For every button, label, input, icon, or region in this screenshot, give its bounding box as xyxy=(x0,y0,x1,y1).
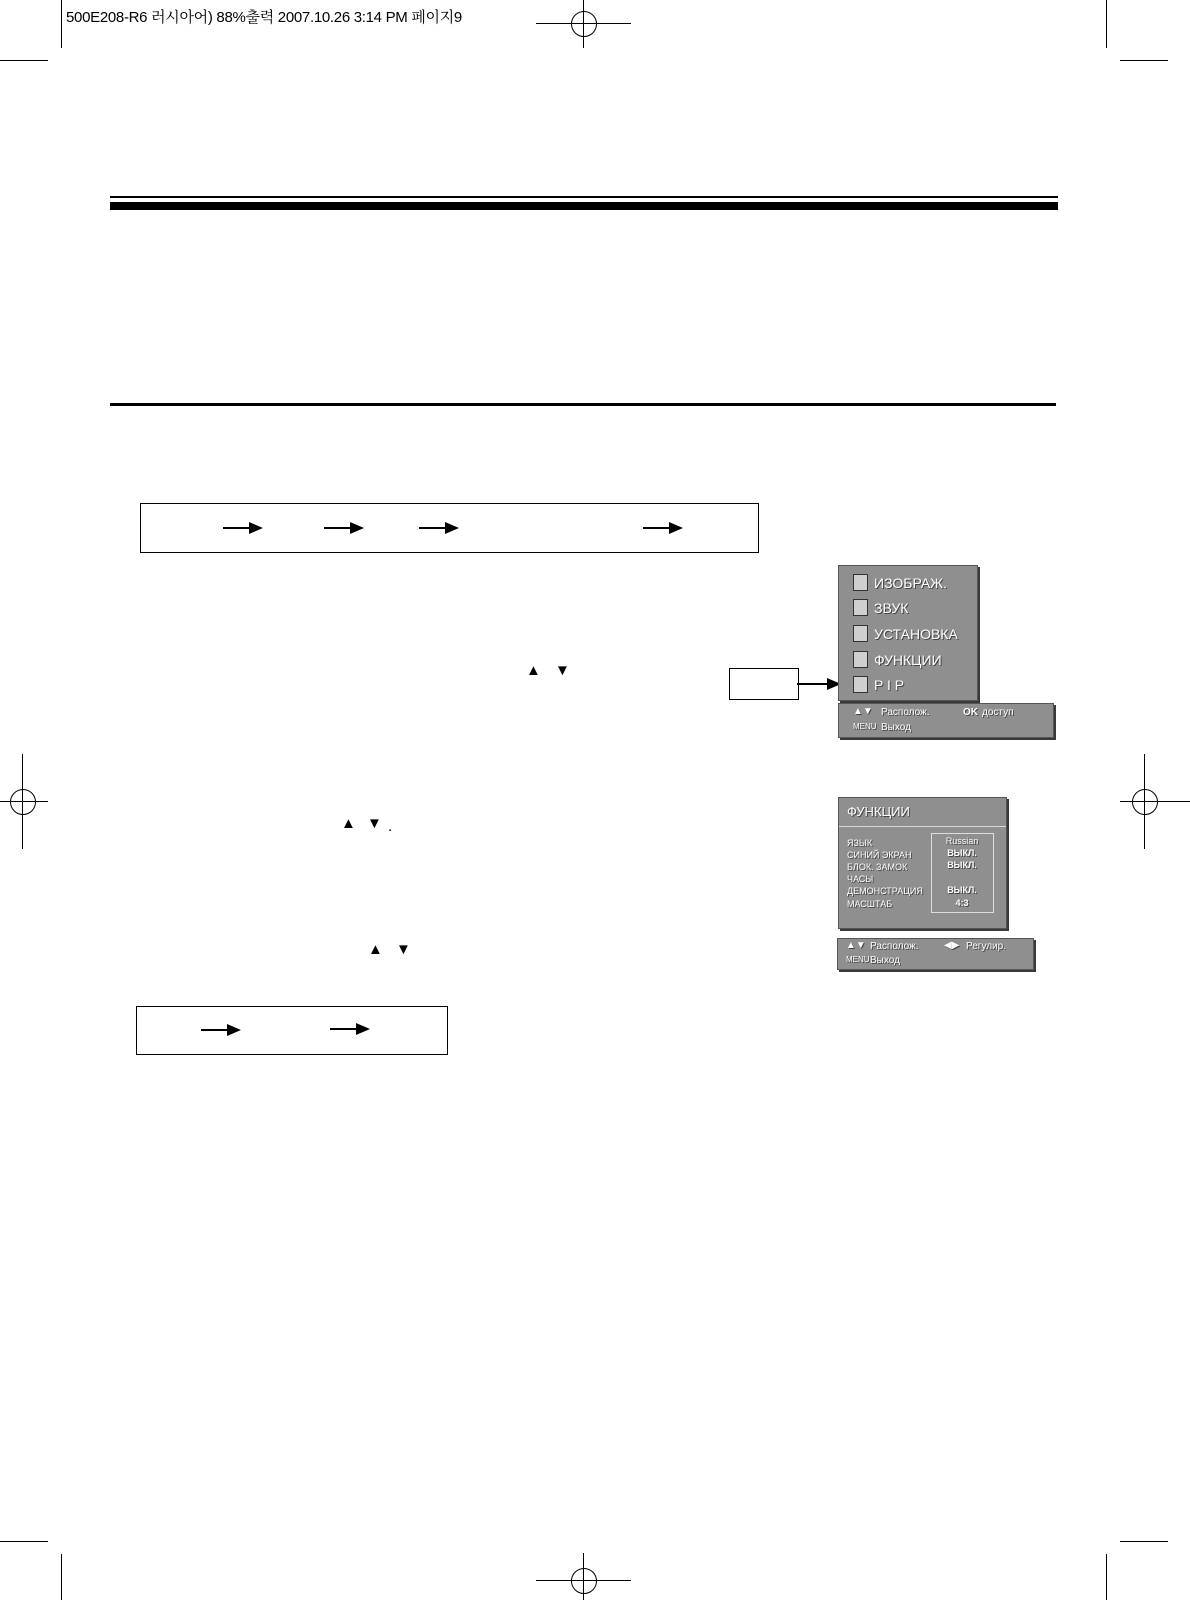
value-zoom: 4:3 xyxy=(955,898,969,908)
value-blue-screen: ВЫКЛ. xyxy=(947,848,977,858)
down-arrow-icon: ▼ xyxy=(367,815,382,832)
up-arrow-icon: ▲ xyxy=(526,662,541,679)
period-mark: . xyxy=(388,818,393,835)
callout-arrow-icon xyxy=(797,677,841,691)
hint-exit: Выход xyxy=(881,722,911,733)
functions-menu-panel xyxy=(838,797,1007,929)
value-demo: ВЫКЛ. xyxy=(947,885,977,895)
up-down-icon: ▲▼ xyxy=(846,940,866,951)
section-rule xyxy=(110,403,1056,406)
registration-line xyxy=(1120,801,1190,802)
menu-item-label: ИЗОБРАЖ. xyxy=(874,574,947,591)
arrow-icon xyxy=(330,1022,370,1036)
menu-path-box xyxy=(136,1006,448,1055)
registration-mark xyxy=(1132,789,1158,815)
up-down-icon: ▲▼ xyxy=(853,706,873,717)
left-right-icon: ◀▶ xyxy=(944,940,960,951)
registration-mark xyxy=(571,1568,597,1594)
picture-icon xyxy=(853,574,868,591)
down-arrow-icon: ▼ xyxy=(555,662,570,679)
print-header: 500E208-R6 러시아어) 88%출력 2007.10.26 3:14 PM 페이지9 xyxy=(66,9,462,26)
hint-move: Располож. xyxy=(881,707,930,718)
menu-item-picture[interactable] xyxy=(853,574,947,591)
crop-mark xyxy=(1106,0,1107,48)
menu-item-pip[interactable] xyxy=(853,676,904,693)
crop-mark xyxy=(1106,1554,1107,1600)
hint-exit: Выход xyxy=(870,955,900,966)
registration-mark xyxy=(10,789,36,815)
menu-item-label: ЗВУК xyxy=(874,599,909,616)
menu-item-label: УСТАНОВКА xyxy=(874,625,958,642)
functions-hint-bar xyxy=(837,938,1034,970)
function-row-child-lock[interactable]: БЛОК. ЗАМОК xyxy=(847,862,908,872)
menu-item-setup[interactable] xyxy=(853,625,958,642)
arrow-icon xyxy=(419,521,459,535)
menu-item-functions[interactable] xyxy=(853,651,942,668)
hint-adjust: Регулир. xyxy=(966,941,1006,952)
arrow-icon xyxy=(223,521,263,535)
menu-key-label: MENU xyxy=(853,722,877,731)
menu-item-sound[interactable] xyxy=(853,599,908,616)
menu-item-label: P I P xyxy=(874,676,905,693)
function-row-blue-screen[interactable]: СИНИЙ ЭКРАН xyxy=(847,850,912,860)
value-language: Russian xyxy=(945,836,979,846)
registration-line xyxy=(583,1553,584,1600)
menu-path-box xyxy=(140,503,759,553)
value-child-lock: ВЫКЛ. xyxy=(947,860,977,870)
functions-title: ФУНКЦИИ xyxy=(847,804,910,819)
header-rule-thick xyxy=(110,202,1058,210)
crop-mark xyxy=(0,60,48,61)
crop-mark xyxy=(0,1541,48,1542)
crop-mark xyxy=(61,0,62,48)
arrow-icon xyxy=(324,521,364,535)
ok-key-label: OK xyxy=(963,707,978,718)
speaker-icon xyxy=(853,599,868,616)
header-rule-thin xyxy=(110,196,1058,198)
function-row-zoom[interactable]: МАСШТАБ xyxy=(847,899,893,909)
arrow-icon xyxy=(201,1023,241,1037)
crop-mark xyxy=(61,1554,62,1600)
registration-mark xyxy=(571,11,597,37)
menu-key-label: MENU xyxy=(846,955,870,964)
crop-mark xyxy=(1120,1541,1168,1542)
functions-title-divider xyxy=(839,826,1006,827)
function-row-language[interactable]: ЯЗЫК xyxy=(847,838,873,848)
crop-mark xyxy=(1120,60,1168,61)
registration-line xyxy=(0,801,48,802)
hint-access: доступ xyxy=(982,707,1014,718)
menu-item-label: ФУНКЦИИ xyxy=(874,651,942,668)
function-icon xyxy=(853,651,868,668)
registration-line xyxy=(583,0,584,48)
pip-icon xyxy=(853,676,868,693)
main-menu-panel xyxy=(838,565,978,701)
down-arrow-icon: ▼ xyxy=(396,941,411,958)
up-arrow-icon: ▲ xyxy=(341,815,356,832)
function-row-demo[interactable]: ДЕМОНСТРАЦИЯ xyxy=(847,886,923,896)
arrow-icon xyxy=(643,521,683,535)
up-arrow-icon: ▲ xyxy=(368,941,383,958)
hint-move: Располож. xyxy=(870,941,919,952)
antenna-icon xyxy=(853,625,868,642)
main-menu-hint-bar xyxy=(838,703,1054,738)
callout-box xyxy=(729,668,799,700)
function-row-clock[interactable]: ЧАСЫ xyxy=(847,874,874,884)
